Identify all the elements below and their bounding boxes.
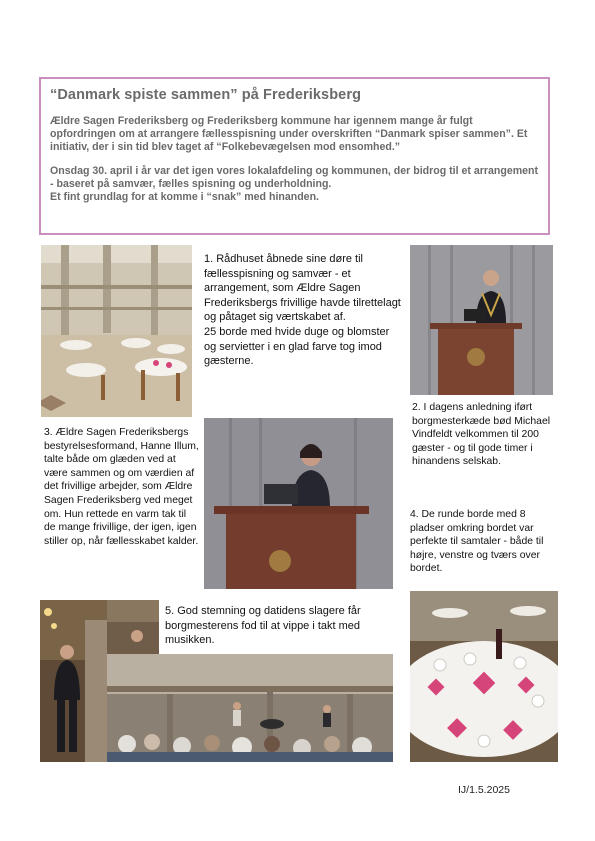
caption-4-text: 4. De runde borde med 8 pladser omkring bordet var perfekte til samtaler - både til højre, venstre og tværs over bordet. — [410, 509, 544, 575]
caption-5-text: 5. God stemning og datidens slagere får borgmesterens fod til at vippe i takt med musikken. — [165, 605, 361, 647]
photo-musicians-corner — [107, 600, 159, 660]
caption-4 — [410, 508, 555, 576]
caption-5 — [165, 604, 400, 648]
event-paragraph — [50, 165, 539, 204]
intro-box — [39, 77, 550, 235]
caption-3-text: 3. Ældre Sagen Frederiksbergs bestyrelsesformand, Hanne Illum, talte både om glæden ved at være sammen og om værdien af det frivillige arbejder, som Ældre Sagen Frederiksberg ved meget om. Hun rettede en varm tak til de mange frivillige, der igen, igen stiller op, når fællesskabet kalder. — [44, 427, 199, 547]
signature: IJ/1.5.2025 — [458, 784, 510, 796]
photo-round-table — [410, 591, 558, 762]
caption-2-text: 2. I dagens anledning iført borgmesterkæde bød Michael Vindfeldt velkommen til 200 gæster - og til gode timer i hinandens selskab. — [412, 402, 551, 468]
caption-1-text: 1. Rådhuset åbnede sine døre til fællesspisning og samvær - et arrangement, som Ældre Sagen Frederiksbergs frivillige havde tilrettelagt og påtaget sig værtskabet af. — [204, 253, 401, 324]
photo-chairwoman — [204, 418, 393, 589]
caption-1 — [204, 252, 401, 369]
intro-paragraph: Ældre Sagen Frederiksberg og Frederiksberg kommune har igennem mange år fulgt opfordringen om at arrangere fællesspisning under overskriften “Danmark spiser sammen”. Et initiativ, der i sin tid blev taget af “Folkebevægelsen mod ensomhed.” — [50, 115, 528, 153]
photo-audience — [107, 654, 393, 762]
caption-1-text-b: 25 borde med hvide duge og blomster og servietter i en glad farve tog imod gæsterne. — [204, 325, 390, 368]
page-title: “Danmark spiste sammen” på Frederiksberg — [50, 87, 362, 103]
caption-2 — [412, 401, 552, 469]
photo-guest-standing — [40, 600, 107, 762]
event-line-2: Et fint grundlag for at komme i “snak” med hinanden. — [50, 191, 319, 203]
event-line-1: Onsdag 30. april i år var det igen vores lokalafdeling og kommunen, der bidrog til et arrangement - baseret på samvær, fælles spisning og underholdning. — [50, 165, 539, 190]
photo-town-hall — [41, 245, 192, 417]
caption-3 — [44, 426, 199, 548]
photo-mayor — [410, 245, 553, 395]
